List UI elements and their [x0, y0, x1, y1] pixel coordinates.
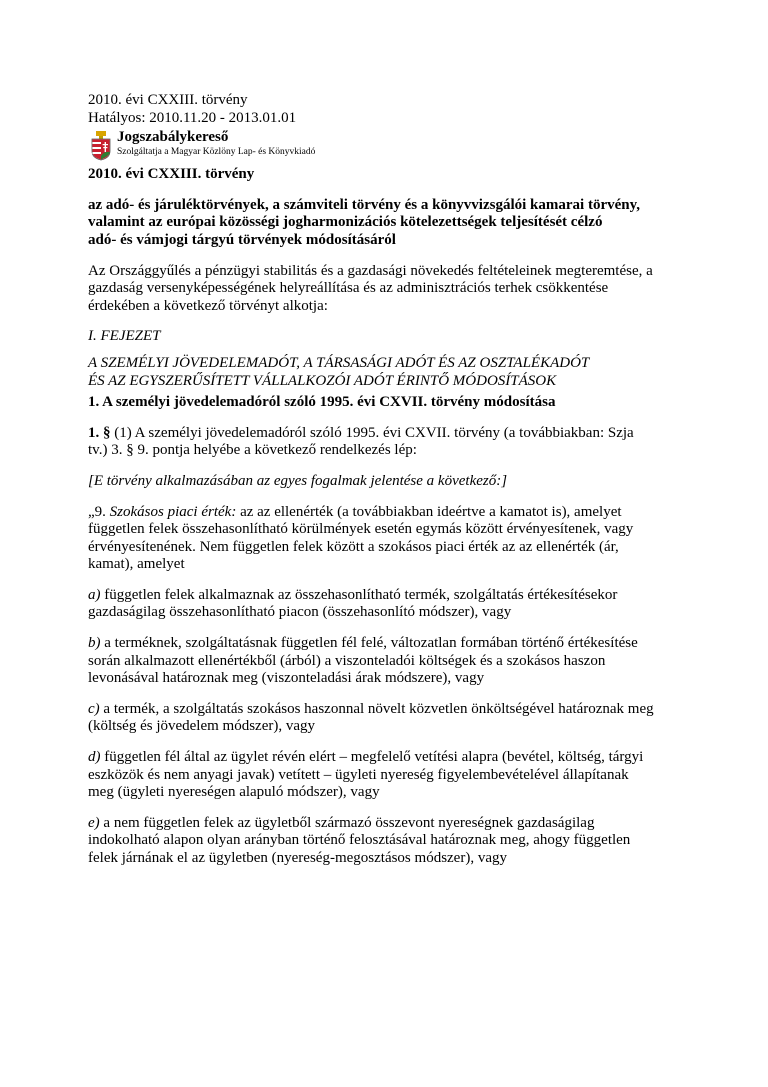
item-text: független felek alkalmaznak az összehasonlítható termék, szolgáltatás értékesítésekor	[100, 586, 618, 603]
law-subject	[88, 197, 688, 250]
definition	[88, 504, 688, 574]
item-letter: b)	[88, 635, 101, 652]
item-letter: d)	[88, 749, 101, 766]
definition-line: független felek összehasonlítható körülmények esetén egymás között érvényesítenek, vagy	[88, 521, 634, 538]
item-line: felek járnának el az ügyletben (nyereség-megosztásos módszer), vagy	[88, 850, 507, 866]
logo-title: Jogszabálykereső	[117, 129, 229, 146]
chapter-title	[88, 355, 688, 390]
logo-subtitle: Szolgáltatja a Magyar Közlöny Lap- és Könyvkiadó	[117, 147, 316, 158]
item-b	[88, 635, 688, 688]
item-text: a terméknek, szolgáltatásnak független fél felé, változatlan formában történő értékesítése	[100, 635, 638, 652]
section-heading: 1. A személyi jövedelemadóról szóló 1995. évi CXVII. törvény módosítása	[88, 394, 556, 411]
document-content	[88, 92, 688, 868]
publisher-logo	[90, 129, 688, 167]
item-d	[88, 749, 688, 802]
item-line: indokolható alapon olyan arányban történő felosztásával határoznak meg, ahogy független	[88, 832, 631, 849]
item-line: során alkalmazott ellenértékből (árból) a viszonteladói költségek és a szokásos haszon	[88, 652, 606, 669]
item-letter: c)	[88, 700, 100, 717]
preamble-line: érdekében a következő törvényt alkotja:	[88, 297, 328, 314]
item-line: meg (ügyleti nyereségen alapuló módszer), vagy	[88, 784, 380, 801]
preamble-line: Az Országgyűlés a pénzügyi stabilitás és a gazdasági növekedés feltételeinek megteremtése, a	[88, 262, 653, 279]
item-letter: a)	[88, 586, 101, 603]
paragraph-1	[88, 425, 688, 460]
item-c	[88, 701, 688, 736]
preamble	[88, 263, 688, 316]
preamble-line: gazdaság versenyképességének helyreállítása és az adminisztrációs terhek csökkentése	[88, 280, 609, 297]
item-text: független fél által az ügylet révén elért – megfelelő vetítési alapra (bevétel, költség, tárgyi	[100, 749, 644, 766]
definition-line: kamat), amelyet	[88, 556, 185, 573]
paragraph-text: tv.) 3. § 9. pontja helyébe a következő rendelkezés lép:	[88, 442, 417, 459]
item-a	[88, 587, 688, 622]
hungarian-coat-of-arms-icon	[90, 131, 112, 161]
definition-line: érvényesítenének. Nem független felek között a szokásos piaci érték az az ellenérték (ár,	[88, 538, 619, 555]
item-line: (költség és jövedelem módszer), vagy	[88, 718, 316, 735]
chapter-label: I. FEJEZET	[88, 328, 161, 345]
header-title: 2010. évi CXXIII. törvény	[88, 92, 248, 108]
definition-prefix: „9.	[88, 503, 110, 520]
paragraph-mark: 1. §	[88, 424, 111, 441]
definition-term: Szokásos piaci érték:	[109, 503, 237, 520]
subject-line: adó- és vámjogi tárgyú törvények módosításáról	[88, 231, 396, 248]
item-text: a termék, a szolgáltatás szokásos haszonnal növelt közvetlen önköltségével határoznak meg	[99, 700, 654, 717]
chapter-title-line: ÉS AZ EGYSZERŰSÍTETT VÁLLALKOZÓI ADÓT ÉRINTŐ MÓDOSÍTÁSOK	[88, 372, 557, 389]
item-line: gazdaságilag összehasonlítható piacon (összehasonlító módszer), vagy	[88, 604, 512, 621]
header-effective-dates: Hatályos: 2010.11.20 - 2013.01.01	[88, 109, 297, 126]
item-e	[88, 815, 688, 868]
context-note: [E törvény alkalmazásában az egyes fogalmak jelentése a következő:]	[88, 472, 508, 489]
item-text: a nem független felek az ügyletből származó összevont nyereségnek gazdaságilag	[99, 814, 595, 831]
item-line: eszközök és nem anyagi javak) vetített – ügyleti nyereség figyelembevételével állapítanak	[88, 766, 629, 783]
item-line: levonásával határoznak meg (viszonteladási árak módszere), vagy	[88, 670, 485, 687]
chapter-title-line: A SZEMÉLYI JÖVEDELEMADÓT, A TÁRSASÁGI ADÓT ÉS AZ OSZTALÉKADÓT	[88, 354, 590, 371]
paragraph-text: (1) A személyi jövedelemadóról szóló 1995. évi CXVII. törvény (a továbbiakban: Szja	[110, 424, 634, 441]
subject-line: valamint az európai közösségi jogharmonizációs kötelezettségek teljesítését célzó	[88, 214, 603, 231]
item-letter: e)	[88, 814, 100, 831]
subject-line: az adó- és járuléktörvények, a számviteli törvény és a könyvvizsgálói kamarai törvény,	[88, 196, 641, 213]
law-title: 2010. évi CXXIII. törvény	[88, 166, 255, 183]
definition-text: az az ellenérték (a továbbiakban ideértve a kamatot is), amelyet	[236, 503, 622, 520]
